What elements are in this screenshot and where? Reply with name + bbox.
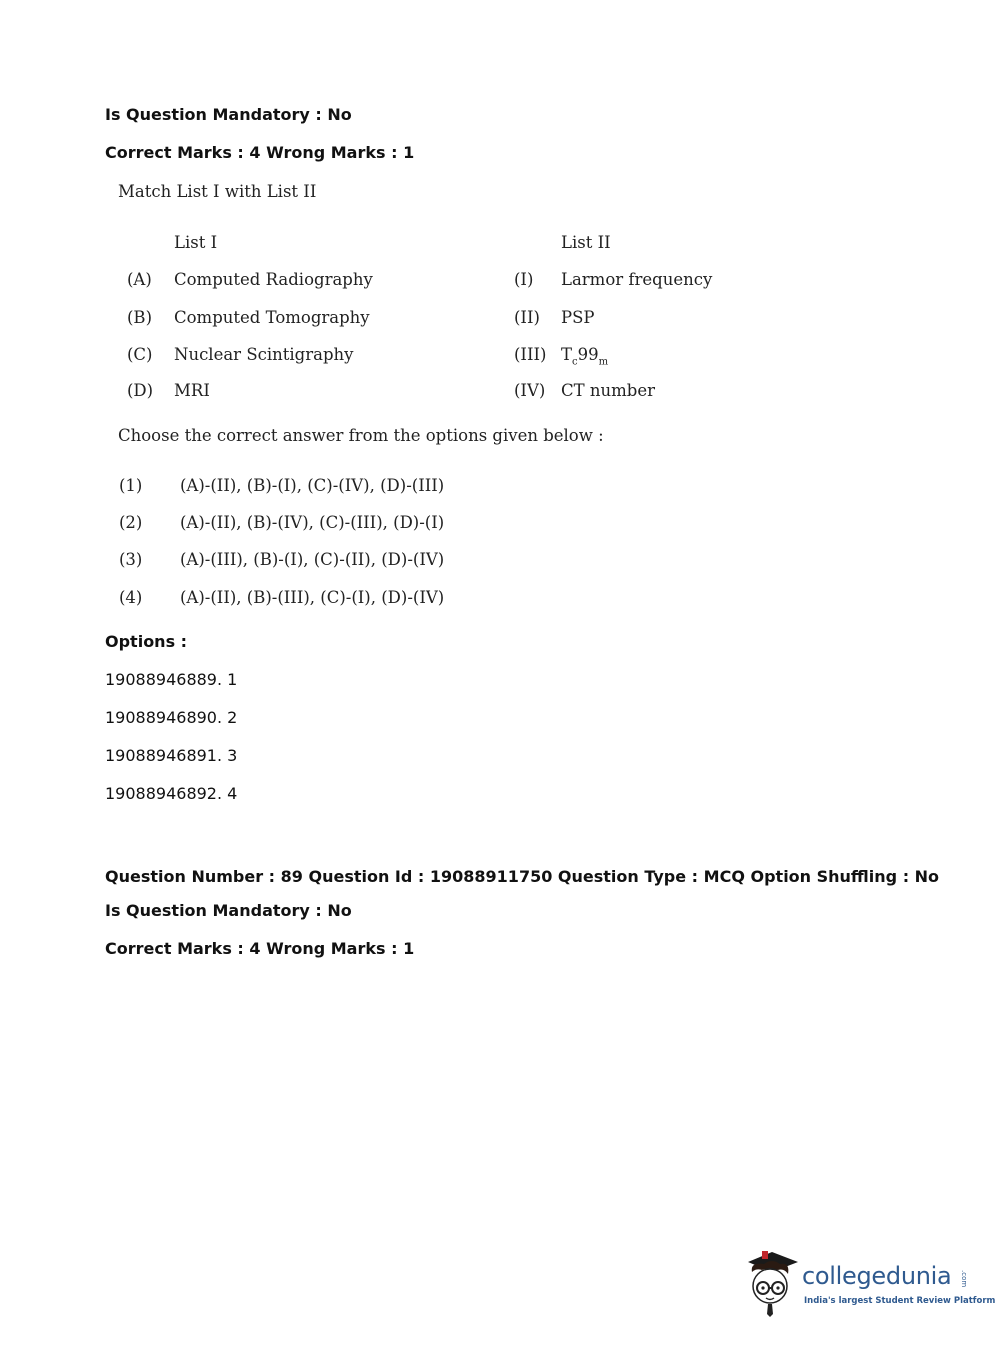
list1-label-c: (C)	[127, 345, 153, 364]
list1-item-a: Computed Radiography	[174, 270, 373, 289]
q88-marks: Correct Marks : 4 Wrong Marks : 1	[105, 143, 415, 162]
options-label: Options :	[105, 632, 188, 651]
list1-item-c: Nuclear Scintigraphy	[174, 345, 354, 364]
list1-header: List I	[174, 233, 218, 252]
list2-label-iv: (IV)	[514, 381, 546, 400]
q88-mandatory: Is Question Mandatory : No	[105, 105, 352, 124]
q89-mandatory: Is Question Mandatory : No	[105, 901, 352, 920]
list2-item-iii: $T_c99_m$	[561, 345, 609, 368]
list1-label-d: (D)	[127, 381, 154, 400]
choice-text-4: (A)-(II), (B)-(III), (C)-(I), (D)-(IV)	[180, 588, 445, 607]
option-1: 19088946889. 1	[105, 670, 238, 689]
collegedunia-logo	[742, 1248, 996, 1318]
mascot-icon	[742, 1248, 802, 1318]
list1-item-b: Computed Tomography	[174, 308, 370, 327]
choice-num-2: (2)	[119, 513, 143, 532]
logo-wordmark: collegedunia	[802, 1262, 952, 1290]
q89-header: Question Number : 89 Question Id : 19088911750 Question Type : MCQ Option Shuffling : No	[105, 867, 940, 886]
choice-text-2: (A)-(II), (B)-(IV), (C)-(III), (D)-(I)	[180, 513, 445, 532]
option-4: 19088946892. 4	[105, 784, 238, 803]
option-2: 19088946890. 2	[105, 708, 238, 727]
logo-com: .com	[960, 1270, 968, 1288]
list1-label-b: (B)	[127, 308, 152, 327]
list2-label-i: (I)	[514, 270, 534, 289]
list2-item-ii: PSP	[561, 308, 595, 327]
choice-num-1: (1)	[119, 476, 143, 495]
list2-item-iv: CT number	[561, 381, 655, 400]
choice-num-4: (4)	[119, 588, 143, 607]
list1-label-a: (A)	[127, 270, 152, 289]
list2-header: List II	[561, 233, 611, 252]
choice-text-1: (A)-(II), (B)-(I), (C)-(IV), (D)-(III)	[180, 476, 445, 495]
choice-text-3: (A)-(III), (B)-(I), (C)-(II), (D)-(IV)	[180, 550, 445, 569]
choice-num-3: (3)	[119, 550, 143, 569]
choose-instruction: Choose the correct answer from the options given below :	[118, 426, 604, 445]
list2-label-iii: (III)	[514, 345, 547, 364]
question-intro: Match List I with List II	[118, 182, 317, 201]
list2-label-ii: (II)	[514, 308, 540, 327]
option-3: 19088946891. 3	[105, 746, 238, 765]
logo-tagline: India's largest Student Review Platform	[804, 1296, 996, 1306]
list1-item-d: MRI	[174, 381, 210, 400]
q89-marks: Correct Marks : 4 Wrong Marks : 1	[105, 939, 415, 958]
list2-item-i: Larmor frequency	[561, 270, 713, 289]
